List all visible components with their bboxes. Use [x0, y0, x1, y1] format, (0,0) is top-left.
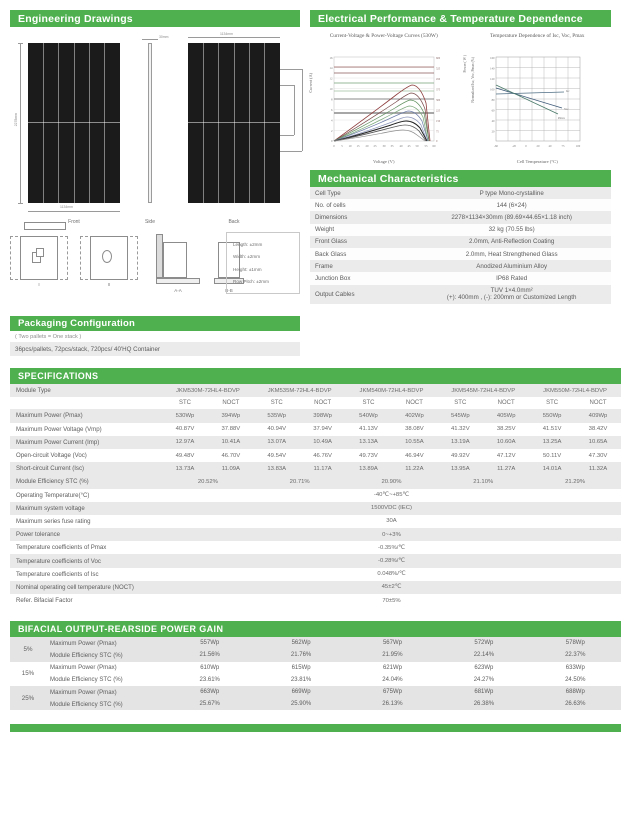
- spec-value-stc: 13.95A: [450, 465, 470, 472]
- condition-noct: NOCT: [314, 400, 332, 407]
- bifacial-value: 610Wp: [200, 664, 220, 671]
- spec-value-stc: 13.73A: [175, 465, 195, 472]
- spec-value-stc: 40.87V: [175, 426, 195, 433]
- svg-text:20: 20: [365, 144, 369, 148]
- spec-full-row: [10, 541, 621, 554]
- spec-full-row: [10, 502, 621, 515]
- spec-full-label: Power tolerance: [16, 531, 61, 539]
- spec-value-stc: 40.94V: [267, 426, 287, 433]
- bifacial-row-label: Module Efficiency STC (%): [50, 651, 123, 659]
- mechanical-row: [310, 236, 611, 248]
- svg-text:0: 0: [524, 144, 527, 148]
- svg-text:75: 75: [561, 144, 564, 148]
- bifacial-value: 26.38%: [473, 701, 495, 708]
- iv-ylabel: Current (A): [308, 73, 313, 93]
- spec-value-noct: 10.41A: [221, 439, 241, 446]
- bifacial-gain-pct: 5%: [23, 645, 33, 653]
- svg-text:40: 40: [548, 144, 551, 148]
- spec-full-row: [10, 568, 621, 581]
- spec-row-label: Short-circuit Current (Isc): [16, 465, 85, 473]
- mechanical-title: Mechanical Characteristics: [318, 172, 459, 185]
- footer-bar: [10, 724, 621, 732]
- svg-text:20: 20: [536, 144, 539, 148]
- bifacial-value: 26.63%: [565, 701, 586, 708]
- front-height-dim: 2278mm: [14, 113, 18, 127]
- bifacial-value: 24.27%: [473, 676, 495, 683]
- spec-value-stc: 13.13A: [359, 439, 378, 446]
- mechanical-table: [310, 187, 611, 304]
- charts-row: [310, 33, 611, 164]
- spec-full-value: 70±5%: [382, 597, 401, 604]
- condition-noct: NOCT: [222, 400, 240, 407]
- bifacial-section: [0, 621, 631, 710]
- svg-text:16: 16: [329, 56, 333, 60]
- electrical-column: [310, 10, 611, 356]
- temp-ylabel: Normalized Isc, Voc, Pmax (%): [470, 57, 475, 103]
- side-thickness-dim: 30mm: [159, 35, 169, 39]
- spec-value-noct: 11.17A: [313, 465, 332, 472]
- engineering-drawings-title: Engineering Drawings: [18, 12, 133, 25]
- svg-text:14: 14: [329, 66, 333, 70]
- spec-row: [10, 409, 621, 422]
- module-type-row: [10, 384, 621, 397]
- spec-value-stc: 535Wp: [267, 412, 287, 419]
- spec-full-row: [10, 594, 621, 607]
- svg-text:140: 140: [489, 66, 494, 71]
- spec-value-noct: 394Wp: [221, 412, 241, 419]
- mechanical-value: 32 kg (70.55 lbs): [488, 226, 535, 234]
- spec-full-row: [10, 554, 621, 567]
- svg-text:30: 30: [382, 144, 386, 148]
- mechanical-row: [310, 224, 611, 236]
- svg-text:Voc: Voc: [563, 107, 569, 111]
- bifacial-value: 669Wp: [291, 689, 311, 696]
- bifacial-value: 572Wp: [474, 640, 494, 647]
- mechanical-row: [310, 199, 611, 211]
- svg-text:10: 10: [348, 144, 352, 148]
- mechanical-header: [310, 170, 611, 187]
- svg-text:-60: -60: [493, 144, 498, 148]
- mechanical-row: [310, 187, 611, 199]
- bifacial-value: 23.81%: [290, 676, 312, 683]
- bifacial-value: 578Wp: [565, 640, 585, 647]
- spec-value-noct: 10.65A: [588, 439, 608, 446]
- spec-value-noct: 38.25V: [496, 426, 516, 433]
- bifacial-row: [10, 674, 621, 686]
- svg-text:6: 6: [331, 108, 333, 112]
- front-view-label: Front: [68, 219, 80, 225]
- bifacial-value: 681Wp: [474, 689, 494, 696]
- bifacial-value: 615Wp: [291, 664, 311, 671]
- svg-text:160: 160: [489, 56, 494, 60]
- svg-text:25: 25: [373, 144, 377, 148]
- bifacial-value: 557Wp: [200, 640, 220, 647]
- svg-text:35: 35: [390, 144, 394, 148]
- spec-value-noct: 402Wp: [405, 412, 424, 419]
- svg-text:0: 0: [333, 144, 335, 148]
- temp-y2label: Power ( W ): [462, 55, 467, 73]
- mechanical-key: Weight: [315, 226, 335, 234]
- spec-full-value: 0~+3%: [382, 531, 401, 538]
- svg-text:8: 8: [331, 97, 333, 102]
- bifacial-row: [10, 662, 621, 674]
- spec-value-noct: 37.88V: [221, 426, 241, 433]
- panel-drawings: [10, 31, 300, 226]
- mechanical-row: [310, 260, 611, 272]
- svg-text:40: 40: [491, 119, 494, 123]
- bifacial-value: 25.90%: [290, 701, 312, 708]
- engineering-drawings-header: [10, 10, 300, 27]
- temperature-dependence-chart: [464, 33, 612, 164]
- spec-value-noct: 11.27A: [497, 465, 516, 472]
- bifacial-value: 562Wp: [291, 640, 311, 647]
- spec-full-value: -0.35%/℃: [378, 544, 405, 551]
- spacer-cell: [10, 397, 162, 409]
- tolerance-length: Length: ±2mm: [233, 241, 263, 247]
- svg-text:75: 75: [436, 130, 439, 134]
- spec-full-row: [10, 581, 621, 594]
- spec-full-value: 30A: [386, 518, 397, 525]
- bifacial-title: BIFACIAL OUTPUT-REARSIDE POWER GAIN: [18, 624, 224, 635]
- back-width-dim: 1134mm: [220, 32, 233, 36]
- svg-text:50: 50: [415, 144, 419, 148]
- bifacial-value: 25.67%: [199, 701, 220, 708]
- bifacial-gain-pct: 15%: [21, 670, 35, 678]
- mechanical-key: Frame: [315, 262, 333, 270]
- barcode-strip: [24, 222, 66, 230]
- condition-stc: STC: [178, 400, 191, 407]
- spec-value-stc: 13.25A: [542, 439, 562, 446]
- bifacial-row-label: Maximum Power (Pmax): [50, 688, 117, 696]
- spec-full-label: Operating Temperature(°C): [16, 491, 90, 499]
- spec-value-stc: 49.48V: [175, 452, 195, 459]
- spec-value-noct: 37.94V: [313, 426, 332, 433]
- svg-text:375: 375: [436, 88, 441, 92]
- packaging-title: Packaging Configuration: [18, 318, 136, 329]
- svg-text:60: 60: [432, 144, 436, 148]
- pallet-label-1: I: [38, 282, 40, 287]
- spec-value-stc: 41.13V: [359, 426, 378, 433]
- module-type-label: Module Type: [16, 387, 51, 395]
- spec-value-stc: 14.01A: [542, 465, 562, 472]
- spec-value-noct: 10.60A: [496, 439, 516, 446]
- svg-text:100: 100: [575, 144, 580, 148]
- spec-value-noct: 47.12V: [496, 452, 516, 459]
- spec-value-stc: 530Wp: [175, 412, 195, 419]
- packaging-drawings: [10, 230, 300, 302]
- spec-row: [10, 449, 621, 462]
- module-name: JKM545M-72HL4-BDVP: [451, 387, 516, 394]
- svg-text:5: 5: [341, 144, 343, 148]
- spec-row: [10, 423, 621, 436]
- svg-text:45: 45: [407, 144, 411, 148]
- svg-text:55: 55: [424, 144, 428, 148]
- mechanical-key: No. of cells: [315, 201, 346, 209]
- svg-text:120: 120: [489, 77, 494, 81]
- svg-text:0: 0: [436, 140, 438, 143]
- spec-value-noct: 405Wp: [496, 412, 516, 419]
- spec-row-label: Open-circuit Voltage (Voc): [16, 452, 87, 460]
- svg-text:600: 600: [436, 57, 441, 60]
- spec-value-stc: 41.32V: [450, 426, 470, 433]
- spec-value-stc: 545Wp: [450, 412, 470, 419]
- condition-noct: NOCT: [497, 400, 515, 407]
- svg-text:Isc: Isc: [565, 89, 569, 93]
- svg-text:15: 15: [356, 144, 360, 148]
- spec-full-value: 1500VDC (IEC): [371, 505, 412, 512]
- spec-value-stc: 41.51V: [542, 426, 562, 433]
- spec-full-label: Refer. Bifacial Factor: [16, 597, 73, 605]
- efficiency-value: 21.29%: [565, 478, 586, 485]
- spec-value-stc: 13.83A: [267, 465, 287, 472]
- bifacial-value: 623Wp: [474, 664, 494, 671]
- tolerance-row-pitch: Row Pitch: ±2mm: [233, 279, 269, 285]
- condition-header-row: [10, 397, 621, 409]
- svg-text:20: 20: [491, 129, 494, 134]
- spec-full-row: [10, 489, 621, 502]
- mechanical-value: TUV 1×4.0mm² (+): 400mm , (-): 200mm or Customized Length: [446, 287, 577, 302]
- specifications-title: SPECIFICATIONS: [18, 371, 99, 381]
- mechanical-value: 2278×1134×30mm (89.69×44.65×1.18 inch): [451, 213, 572, 221]
- specifications-table: [10, 384, 621, 607]
- spec-full-label: Temperature coefficients of Pmax: [16, 544, 107, 552]
- bifacial-value: 24.04%: [382, 676, 403, 683]
- condition-stc: STC: [362, 400, 375, 407]
- efficiency-value: 20.52%: [197, 478, 218, 485]
- svg-text:12: 12: [329, 76, 333, 81]
- condition-stc: STC: [454, 400, 467, 407]
- efficiency-value: 20.90%: [381, 478, 402, 485]
- svg-text:60: 60: [491, 108, 494, 113]
- spec-value-noct: 398Wp: [313, 412, 332, 419]
- bifacial-value: 567Wp: [382, 640, 402, 647]
- spec-value-noct: 409Wp: [588, 412, 608, 419]
- mechanical-key: Back Glass: [315, 250, 347, 258]
- condition-stc: STC: [270, 400, 283, 407]
- condition-noct: NOCT: [405, 400, 423, 407]
- spec-value-stc: 13.19A: [450, 439, 470, 446]
- spec-row: [10, 462, 621, 475]
- electrical-performance-title: Electrical Performance & Temperature Dependence: [318, 12, 583, 25]
- bifacial-row-label: Maximum Power (Pmax): [50, 664, 117, 672]
- svg-text:300: 300: [436, 99, 441, 102]
- spec-full-row: [10, 515, 621, 528]
- efficiency-value: 20.71%: [289, 478, 310, 485]
- bifacial-value: 21.56%: [199, 652, 220, 659]
- side-view-label: Side: [144, 219, 155, 225]
- bifacial-table: [10, 637, 621, 710]
- mechanical-row: [310, 248, 611, 260]
- spec-value-noct: 10.49A: [313, 439, 332, 446]
- spec-full-label: Temperature coefficients of Voc: [16, 557, 101, 565]
- bifacial-row-label: Maximum Power (Pmax): [50, 639, 117, 647]
- mechanical-key: Junction Box: [315, 274, 351, 282]
- spec-value-noct: 46.70V: [221, 452, 241, 459]
- svg-text:80: 80: [491, 98, 494, 102]
- spec-full-row: [10, 528, 621, 541]
- mechanical-key: Dimensions: [315, 213, 348, 221]
- front-view: [14, 43, 120, 225]
- mechanical-key: Cell Type: [315, 189, 341, 197]
- spec-row-label: Maximum Power Voltage (Vmp): [16, 425, 102, 433]
- bifacial-row: [10, 686, 621, 698]
- spec-value-stc: 12.97A: [175, 439, 195, 446]
- spec-value-noct: 47.30V: [588, 452, 608, 459]
- spec-value-noct: 38.08V: [405, 426, 424, 433]
- spec-value-noct: 10.55A: [405, 439, 424, 446]
- module-name: JKM535M-72HL4-BDVP: [267, 387, 332, 394]
- mechanical-key: Output Cables: [315, 290, 355, 298]
- bifacial-value: 633Wp: [565, 664, 585, 671]
- spec-full-value: 45±2℃: [381, 584, 402, 591]
- bifacial-value: 675Wp: [382, 689, 402, 696]
- mechanical-row: [310, 272, 611, 284]
- bifacial-value: 688Wp: [565, 689, 585, 696]
- module-name: JKM530M-72HL4-BDVP: [175, 387, 240, 394]
- svg-text:100: 100: [489, 87, 494, 92]
- mechanical-value: Anodized Aluminium Alloy: [476, 262, 548, 270]
- tolerance-width: Width: ±2mm: [233, 254, 261, 260]
- mechanical-value: 2.0mm, Heat Strengthened Glass: [465, 250, 558, 258]
- spec-value-stc: 49.54V: [267, 452, 287, 459]
- svg-text:40: 40: [399, 144, 403, 148]
- section-label-aa: A-A: [174, 288, 182, 293]
- svg-text:2: 2: [331, 129, 333, 133]
- electrical-performance-header: [310, 10, 611, 27]
- mechanical-value: IP68 Rated: [496, 274, 528, 282]
- mechanical-key: Front Glass: [315, 238, 347, 246]
- spec-value-stc: 13.07A: [267, 439, 287, 446]
- svg-text:525: 525: [436, 67, 441, 71]
- bifacial-row-label: Module Efficiency STC (%): [50, 700, 123, 708]
- bifacial-value: 24.50%: [565, 676, 586, 683]
- temp-xlabel: Cell Temperature (°C): [516, 159, 558, 164]
- iv-curve-svg: [316, 51, 458, 163]
- temp-curve-svg: [470, 51, 612, 163]
- spec-value-noct: 11.09A: [221, 465, 240, 472]
- efficiency-row: [10, 475, 621, 488]
- bifacial-row: [10, 637, 621, 649]
- spec-full-label: Nominal operating cell temperature (NOCT): [16, 583, 134, 591]
- temp-chart-title: Temperature Dependence of Isc, Voc, Pmax: [490, 33, 585, 39]
- spec-value-noct: 46.76V: [313, 452, 332, 459]
- iv-curve-chart: [310, 33, 458, 164]
- svg-text:4: 4: [331, 118, 333, 123]
- spec-full-label: Temperature coefficients of Isc: [16, 570, 99, 578]
- spec-full-value: 0.048%/℃: [377, 571, 406, 578]
- svg-text:0: 0: [331, 139, 333, 143]
- svg-text:225: 225: [436, 109, 441, 113]
- bifacial-value: 21.95%: [382, 652, 403, 659]
- spec-full-label: Maximum series fuse rating: [16, 517, 91, 525]
- top-section: [0, 0, 631, 356]
- condition-noct: NOCT: [589, 400, 607, 407]
- back-view: [188, 32, 280, 225]
- packaging-section: [10, 316, 300, 356]
- bifacial-value: 26.13%: [382, 701, 403, 708]
- mechanical-value: P type Mono-crystalline: [479, 189, 544, 197]
- packaging-value: 36pcs/pallets, 72pcs/stack, 720pcs/ 40'HQ Container: [10, 342, 300, 356]
- svg-text:Pmax: Pmax: [557, 116, 565, 120]
- mechanical-value: 144 (6×24): [496, 201, 527, 209]
- module-name: JKM540M-72HL4-BDVP: [359, 387, 424, 394]
- bifacial-row-label: Module Efficiency STC (%): [50, 676, 123, 684]
- front-width-dim: 1134mm: [60, 205, 73, 209]
- bifacial-value: 663Wp: [200, 689, 220, 696]
- spec-row: [10, 436, 621, 449]
- engineering-drawings-column: [10, 10, 300, 356]
- spec-full-label: Maximum system voltage: [16, 504, 85, 512]
- svg-text:450: 450: [436, 78, 441, 81]
- packaging-note: ( Two pallets = One stack ): [15, 334, 82, 340]
- spec-full-value: -0.28%/℃: [378, 558, 405, 565]
- spec-value-stc: 49.73V: [359, 452, 378, 459]
- spec-value-noct: 11.32A: [588, 465, 608, 472]
- iv-xlabel: Voltage (V): [373, 159, 395, 164]
- bifacial-value: 22.37%: [565, 652, 586, 659]
- bifacial-value: 23.61%: [199, 676, 220, 683]
- tolerance-height: Height: ±1mm: [233, 266, 262, 272]
- bifacial-row: [10, 698, 621, 710]
- spec-full-value: -40℃~+85℃: [373, 492, 410, 499]
- pallet-label-2: II: [107, 282, 111, 287]
- efficiency-value: 21.10%: [473, 478, 494, 485]
- spec-value-stc: 13.89A: [359, 465, 378, 472]
- bifacial-header: [10, 621, 621, 637]
- mechanical-row: [310, 285, 611, 304]
- svg-text:150: 150: [436, 120, 441, 123]
- spec-value-stc: 50.11V: [542, 452, 562, 459]
- packaging-header: [10, 316, 300, 331]
- specifications-section: [0, 368, 631, 607]
- spec-value-noct: 38.42V: [588, 426, 608, 433]
- spec-value-noct: 46.94V: [405, 452, 424, 459]
- mechanical-value: 2.0mm, Anti-Reflection Coating: [469, 238, 555, 246]
- spec-row-label: Maximum Power Current (Imp): [16, 438, 100, 446]
- bifacial-row: [10, 649, 621, 661]
- back-view-label: Back: [228, 219, 240, 225]
- bifacial-gain-pct: 25%: [21, 694, 35, 702]
- mechanical-section: [310, 170, 611, 304]
- spec-row-label: Maximum Power (Pmax): [16, 412, 83, 420]
- spec-value-stc: 49.92V: [450, 452, 470, 459]
- svg-text:10: 10: [329, 87, 333, 91]
- bifacial-value: 21.76%: [290, 652, 312, 659]
- condition-stc: STC: [546, 400, 559, 407]
- efficiency-label: Module Efficiency STC (%): [16, 478, 89, 486]
- side-view: [144, 35, 169, 225]
- mechanical-row: [310, 211, 611, 223]
- module-name: JKM550M-72HL4-BDVP: [543, 387, 607, 394]
- iv-chart-title: Current-Voltage & Power-Voltage Curves (530W): [329, 33, 438, 39]
- specifications-header: [10, 368, 621, 384]
- svg-text:-20: -20: [511, 144, 516, 148]
- tolerance-legend: [226, 232, 300, 294]
- section-label-bb: B-B: [225, 288, 233, 293]
- spec-value-noct: 11.22A: [405, 465, 424, 472]
- spec-value-stc: 550Wp: [542, 412, 562, 419]
- bifacial-value: 22.14%: [473, 652, 495, 659]
- spec-value-stc: 540Wp: [359, 412, 378, 419]
- bifacial-value: 621Wp: [382, 664, 402, 671]
